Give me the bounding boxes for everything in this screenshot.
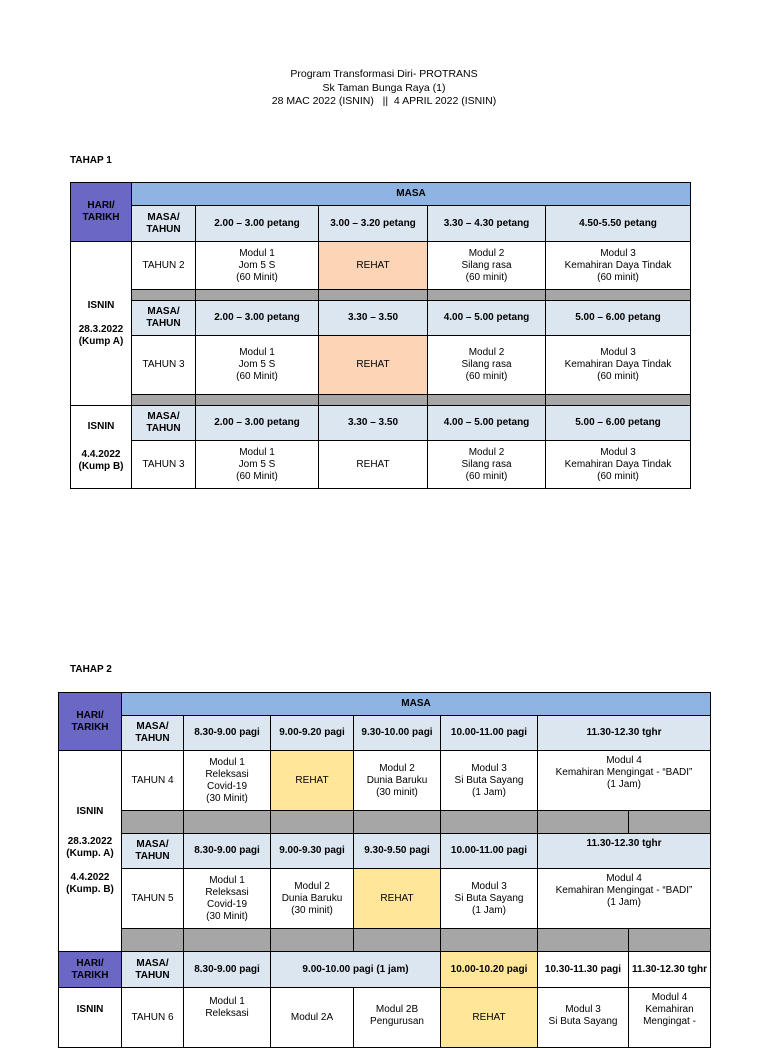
modul-title: Modul 3 — [600, 446, 636, 458]
date-label: 28.3.2022 (Kump. A) — [66, 836, 114, 859]
hari-tarikh-header: HARI/ TARIKH — [59, 952, 122, 988]
time-slot: 4.00 – 5.00 petang — [428, 406, 546, 441]
modul-title: Modul 2 — [468, 446, 505, 458]
program-title: Program Transformasi Diri- PROTRANS — [290, 68, 478, 80]
separator-cell — [354, 811, 441, 834]
time-slot: 3.30 – 3.50 — [319, 406, 428, 441]
modul-duration: (1 Jam) — [472, 786, 506, 798]
separator-cell — [441, 811, 538, 834]
modul-duration: (60 Minit) — [236, 371, 278, 382]
time-slot: 10.30-11.30 pagi — [538, 952, 629, 988]
modul-title: Modul 1 — [209, 874, 245, 886]
modul-duration: (60 minit) — [597, 371, 639, 382]
day-date-cell — [71, 406, 132, 489]
separator-cell — [196, 395, 319, 406]
separator-cell — [122, 929, 184, 952]
rehat-cell: REHAT — [271, 751, 354, 811]
time-slot: 11.30-12.30 tghr — [538, 834, 711, 869]
time-slot: 5.00 – 6.00 petang — [546, 406, 691, 441]
modul-title: Modul 1 — [209, 756, 245, 768]
modul-title: Modul 2B — [375, 1004, 419, 1015]
modul-duration: (60 minit) — [597, 271, 639, 283]
modul-name: Si Buta Sayang — [548, 1016, 618, 1027]
modul-name: Silang rasa — [461, 359, 512, 370]
tahun-label: TAHUN 3 — [132, 336, 196, 395]
time-slot: 9.00-9.20 pagi — [271, 716, 354, 751]
time-slot: 2.00 – 3.00 petang — [196, 206, 319, 242]
modul-name: Dunia Baruku — [366, 774, 428, 786]
date-label: 28.3.2022 (Kump A) — [78, 323, 124, 347]
modul-title: Modul 3 — [600, 347, 636, 358]
modul-cell: Modul 2A — [271, 988, 354, 1048]
hari-tarikh-text: HARI/ TARIKH — [82, 200, 120, 223]
separator-cell — [271, 929, 354, 952]
tahap1-schedule-table — [70, 182, 691, 489]
rehat-cell: REHAT — [441, 988, 538, 1048]
time-slot: 8.30-9.00 pagi — [184, 716, 271, 751]
modul-title: Modul 2 — [468, 247, 505, 259]
modul-duration: (60 minit) — [465, 470, 508, 482]
modul-duration: (1 Jam) — [472, 904, 506, 916]
hari-tarikh-header — [71, 183, 132, 242]
separator-cell — [319, 290, 428, 301]
modul-name: Jom 5 S — [238, 259, 276, 271]
day-label: ISNIN — [87, 299, 115, 311]
time-slot: 3.00 – 3.20 petang — [319, 206, 428, 242]
rehat-cell: REHAT — [319, 242, 428, 290]
modul-name: Covid-19 — [206, 898, 248, 910]
modul-duration: (30 Minit) — [206, 792, 248, 804]
separator-cell — [629, 929, 711, 952]
modul-cell — [441, 751, 538, 811]
modul-name: Pengurusan — [370, 1016, 424, 1027]
modul-title: Modul 3 — [471, 762, 507, 774]
masa-tahun-header: MASA/ TAHUN — [122, 716, 184, 751]
time-slot: 3.30 – 3.50 — [319, 301, 428, 336]
time-slot: 11.30-12.30 tghr — [538, 716, 711, 751]
school-name: Sk Taman Bunga Raya (1) — [322, 81, 446, 94]
modul-cell — [546, 242, 691, 290]
modul-cell — [428, 441, 546, 489]
time-slot: 8.30-9.00 pagi — [184, 952, 271, 988]
modul-cell — [428, 242, 546, 290]
modul-name: Kemahiran Mengingat - “BADI” — [555, 767, 693, 778]
time-slot: 11.30-12.30 tghr — [629, 952, 711, 988]
time-slot: 5.00 – 6.00 petang — [546, 301, 691, 336]
time-slot: 4.50-5.50 petang — [546, 206, 691, 242]
modul-duration: (60 Minit) — [236, 271, 278, 283]
masa-header: MASA — [122, 693, 711, 716]
modul-cell — [546, 441, 691, 489]
time-slot: 3.30 – 4.30 petang — [428, 206, 546, 242]
modul-name: Silang rasa — [461, 259, 512, 271]
modul-title: Modul 3 — [471, 880, 507, 892]
day-label: ISNIN — [76, 806, 104, 817]
modul-duration: (60 minit) — [465, 371, 508, 382]
modul-cell — [546, 336, 691, 395]
modul-cell — [629, 988, 711, 1048]
tahap1-label: TAHAP 1 — [70, 155, 112, 166]
time-slot: 9.30-10.00 pagi — [354, 716, 441, 751]
hari-tarikh-header: HARI/ TARIKH — [59, 693, 122, 751]
time-slot: 4.00 – 5.00 petang — [428, 301, 546, 336]
modul-cell — [538, 988, 629, 1048]
tahap2-label: TAHAP 2 — [70, 664, 112, 675]
time-slot: 10.00-11.00 pagi — [441, 716, 538, 751]
modul-name: Si Buta Sayang — [454, 774, 524, 786]
masa-tahun-header: MASA/ TAHUN — [132, 206, 196, 242]
modul-duration: (60 minit) — [597, 470, 639, 482]
modul-name: Dunia Baruku — [281, 892, 343, 904]
tahun-label: TAHUN 4 — [122, 751, 184, 811]
time-slot: 10.00-11.00 pagi — [441, 834, 538, 869]
modul-title: Modul 4 — [651, 992, 688, 1003]
modul-cell — [354, 751, 441, 811]
day-date-cell — [71, 242, 132, 406]
modul-name: Releksasi — [205, 1008, 249, 1019]
modul-title: Modul 1 — [239, 247, 275, 259]
day-date-cell — [59, 751, 122, 952]
modul-title: Modul 3 — [565, 1004, 601, 1015]
separator-cell — [184, 929, 271, 952]
modul-duration: (60 Minit) — [236, 470, 278, 482]
modul-cell — [538, 751, 711, 811]
modul-title: Modul 4 — [606, 873, 642, 884]
modul-name: Jom 5 S — [238, 458, 276, 470]
date-label: 4.4.2022 (Kump. B) — [66, 872, 114, 895]
separator-cell — [546, 395, 691, 406]
masa-tahun-header: MASA/ TAHUN — [132, 406, 196, 441]
modul-cell — [196, 336, 319, 395]
modul-cell — [441, 869, 538, 929]
tahun-label: TAHUN 5 — [122, 869, 184, 929]
modul-title: Modul 1 — [239, 347, 275, 358]
modul-cell — [184, 869, 271, 929]
day-date-cell — [59, 988, 122, 1048]
modul-name: Kemahiran Mengingat - “BADI” — [555, 885, 693, 896]
time-slot: 2.00 – 3.00 petang — [196, 301, 319, 336]
modul-duration: (1 Jam) — [607, 897, 641, 908]
modul-name: Kemahiran Daya Tindak — [564, 458, 672, 470]
time-slot: 10.00-10.20 pagi — [441, 952, 538, 988]
separator-cell — [319, 395, 428, 406]
modul-cell — [538, 869, 711, 929]
separator-cell — [354, 929, 441, 952]
modul-cell — [428, 336, 546, 395]
modul-name: Kemahiran — [645, 1004, 694, 1015]
modul-duration: (30 Minit) — [206, 910, 248, 922]
tahap2-schedule-table — [58, 692, 711, 1048]
modul-title: Modul 2 — [379, 762, 415, 774]
separator-cell — [132, 395, 196, 406]
rehat-cell: REHAT — [354, 869, 441, 929]
modul-cell — [184, 751, 271, 811]
separator-cell — [428, 290, 546, 301]
time-slot: 9.30-9.50 pagi — [354, 834, 441, 869]
time-slot: 2.00 – 3.00 petang — [196, 406, 319, 441]
masa-tahun-header: MASA/ TAHUN — [132, 301, 196, 336]
modul-cell — [354, 988, 441, 1048]
modul-cell — [196, 242, 319, 290]
modul-name: Covid-19 — [206, 780, 248, 792]
separator-cell — [629, 811, 711, 834]
modul-title: Modul 2 — [294, 880, 330, 892]
modul-name: Releksasi — [205, 886, 249, 898]
separator-cell — [546, 290, 691, 301]
modul-name: Kemahiran Daya Tindak — [564, 259, 672, 271]
modul-title: Modul 3 — [600, 247, 636, 259]
modul-duration: (30 minit) — [376, 786, 418, 798]
rehat-cell: REHAT — [319, 336, 428, 395]
modul-name: Si Buta Sayang — [454, 892, 524, 904]
separator-cell — [271, 811, 354, 834]
separator-cell — [538, 929, 629, 952]
document-header — [0, 68, 768, 109]
tahun-label: TAHUN 6 — [122, 988, 184, 1048]
modul-name: Silang rasa — [461, 458, 512, 470]
modul-title: Modul 4 — [606, 755, 642, 766]
separator-cell — [428, 395, 546, 406]
modul-name: Jom 5 S — [238, 359, 276, 370]
day-label: ISNIN — [87, 421, 115, 432]
modul-name: Kemahiran Daya Tindak — [564, 359, 672, 370]
date-label: 4.4.2022 (Kump B) — [78, 449, 124, 472]
modul-name: Mengingat - — [643, 1016, 696, 1027]
separator-cell — [441, 929, 538, 952]
tahun-label: TAHUN 2 — [132, 242, 196, 290]
modul-cell — [196, 441, 319, 489]
modul-duration: (60 minit) — [465, 271, 508, 283]
time-slot: 8.30-9.00 pagi — [184, 834, 271, 869]
modul-title: Modul 2 — [468, 347, 505, 358]
modul-title: Modul 1 — [239, 446, 275, 458]
separator-cell — [184, 811, 271, 834]
separator-cell — [538, 811, 629, 834]
rehat-cell: REHAT — [319, 441, 428, 489]
day-label: ISNIN — [76, 1004, 104, 1015]
date-line: 28 MAC 2022 (ISNIN) || 4 APRIL 2022 (ISNIN) — [271, 95, 497, 107]
modul-duration: (1 Jam) — [607, 779, 641, 790]
modul-cell — [184, 988, 271, 1048]
separator-cell — [122, 811, 184, 834]
time-slot: 9.00-9.30 pagi — [271, 834, 354, 869]
time-slot: 9.00-10.00 pagi (1 jam) — [271, 952, 441, 988]
modul-cell — [271, 869, 354, 929]
modul-title: Modul 1 — [209, 996, 245, 1007]
modul-name: Releksasi — [205, 768, 249, 780]
modul-duration: (30 minit) — [291, 904, 333, 916]
masa-header: MASA — [132, 183, 691, 206]
tahun-label: TAHUN 3 — [132, 441, 196, 489]
separator-cell — [132, 290, 196, 301]
masa-tahun-header: MASA/ TAHUN — [122, 834, 184, 869]
separator-cell — [196, 290, 319, 301]
masa-tahun-header: MASA/ TAHUN — [122, 952, 184, 988]
